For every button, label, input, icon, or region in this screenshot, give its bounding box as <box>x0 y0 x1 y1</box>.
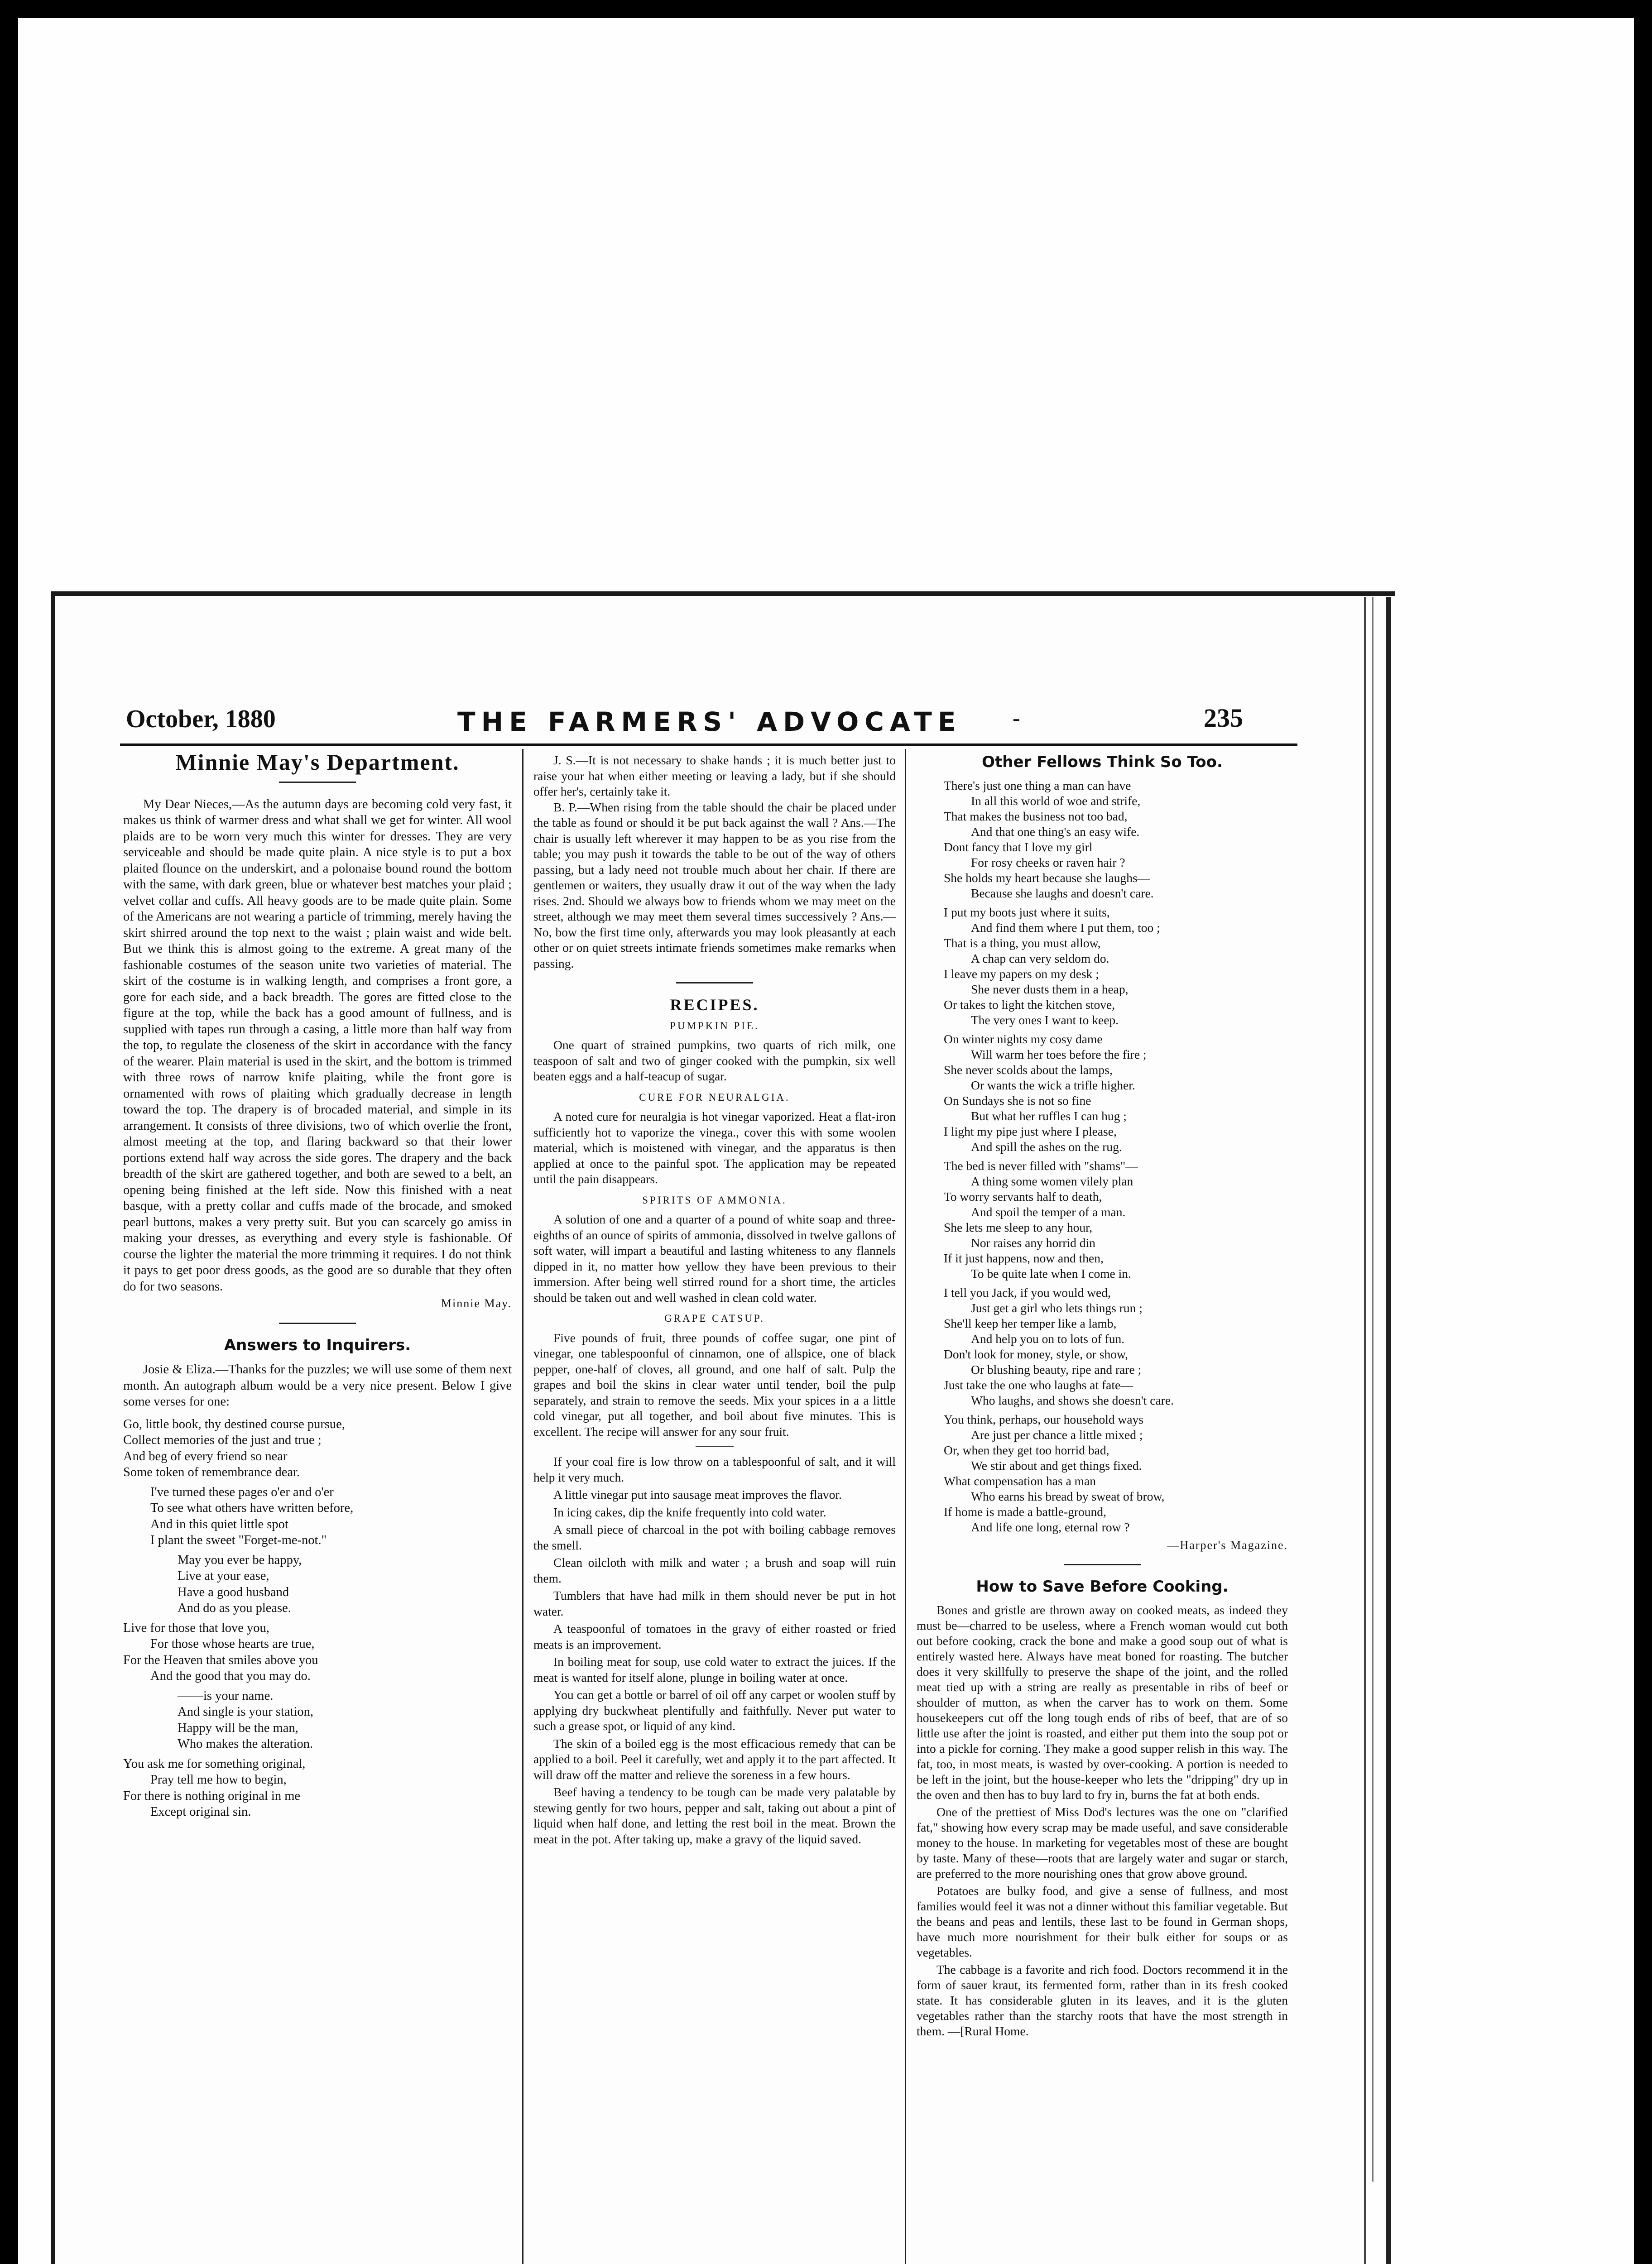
poem-line: What compensation has a man <box>944 1474 1096 1488</box>
poem-line: And spoil the temper of a man. <box>971 1205 1126 1219</box>
verse-line: Collect memories of the just and true ; <box>123 1433 322 1447</box>
poem-title: Other Fellows Think So Too. <box>982 753 1223 771</box>
poem-line: If home is made a battle-ground, <box>944 1505 1106 1519</box>
page-frame-left <box>51 591 55 2264</box>
poem-line: The very ones I want to keep. <box>971 1013 1119 1027</box>
poem-line: Or, when they get too horrid bad, <box>944 1443 1109 1457</box>
department-title: Minnie May's Department. <box>175 749 460 775</box>
poem-line: And help you on to lots of fun. <box>971 1332 1125 1346</box>
tip-paragraph: A little vinegar put into sausage meat improves the flavor. <box>553 1487 842 1501</box>
poem-line: To worry servants half to death, <box>944 1190 1102 1204</box>
poem-line: Just take the one who laughs at fate— <box>944 1378 1133 1392</box>
poem-line: Will warm her toes before the fire ; <box>971 1047 1147 1061</box>
article-paragraph: One of the prettiest of Miss Dod's lectures was the one on "clarified fat," showing how every scrap may be made useful, and save considerable money to the house. In marketing for vegetables most of these are bought by taste. Many of these—roots that are largely water and sugar or starch, are preferred to the more nourishing ones that grow above ground. <box>917 1805 1288 1880</box>
verse-line: You ask me for something original, <box>123 1756 306 1771</box>
poem-line: I light my pipe just where I please, <box>944 1124 1117 1138</box>
poem-line: Dont fancy that I love my girl <box>944 840 1093 854</box>
poem-line: Are just per chance a little mixed ; <box>971 1428 1143 1442</box>
recipe-title: PUMPKIN PIE. <box>670 1020 759 1031</box>
poem-line: She holds my heart because she laughs— <box>944 871 1150 885</box>
poem-line: She'll keep her temper like a lamb, <box>944 1316 1117 1330</box>
verse-line: Except original sin. <box>150 1805 251 1819</box>
verse-line: Who makes the alteration. <box>178 1737 313 1751</box>
poem-line: She lets me sleep to any hour, <box>944 1220 1093 1234</box>
page-frame-top <box>51 591 1395 596</box>
poem-line: That makes the business not too bad, <box>944 809 1128 823</box>
recipes-title: RECIPES. <box>670 996 759 1014</box>
poem-line: There's just one thing a man can have <box>944 778 1131 792</box>
header-rule <box>120 743 1297 746</box>
tip-paragraph: Clean oilcloth with milk and water ; a brush and soap will ruin them. <box>533 1555 896 1585</box>
letter-paragraph: My Dear Nieces,—As the autumn days are becoming cold very fast, it makes us think of warmer dress and what shall we get for winter. All wool plaids are to be worn very much this winter for dresses. They are very serviceable and should be made quite plain. A nice style is to put a box plaited flounce on the underskirt, and a polonaise bound round the bottom with the same, with dark green, blue or whatever best matches your plaid ; velvet collar and cuffs. All heavy goods are to be made quite plain. Some of the Americans are not wearing a particle of trimming, merely having the skirt shirred around the top next to the waist ; plain waist and wide belt. But we think this is almost going to the extreme. A great many of the fashionable costumes of the season unite two varieties of material. The skirt of the costume is in walking length, and comprises a front gore, a gore for each side, and a back breadth. The gores are fitted close to the figure at the top, while the back has a good amount of fullness, and is supplied with tapes run through a casing, a little more than half way from the top, to regulate the closeness of the skirt in accordance with the fancy of the wearer. Plain material is used in the skirt, and the bottom is trimmed with three rows of narrow knife plaiting, while the front gore is ornamented with rows of plaiting which gradually decrease in length toward the top. The drapery is of brocaded material, and simple in its arrangement. It consists of three divisions, two of which overlie the front, almost meeting at the top, and flaring backward so that their lower portions extend half way across the side gores. The drapery and the back breadth of the skirt are gathered together, and both are sewed to a belt, an opening being finished at the left side. Now this finished with a neat basque, with a pretty collar and cuffs made of the brocade, and smoked pearl buttons, makes a very pretty suit. But you can scarcely go amiss in making your dresses, as everything and every style is fashionable. Of course the lighter the material the more trimming it requires. I do not think it pays to get poor dress goods, as the good are so durable that they often do for two seasons. <box>123 797 512 1294</box>
article-paragraph: The cabbage is a favorite and rich food. Doctors recommend it in the form of sauer kraut, its fermented form, rather than in its fresh cooked state. It has considerable gluten in its leaves, and it is the gluten vegetables rather than the starchy roots that have the most strength in them. —[Rural Home. <box>917 1962 1288 2038</box>
poem-line: If it just happens, now and then, <box>944 1251 1104 1265</box>
recipe-text: A noted cure for neuralgia is hot vinegar vaporized. Heat a flat-iron sufficiently hot to vaporize the vinega., cover this with some woolen material, which is moistened with vinegar, and the apparatus is then applied at once to the painful spot. The application may be repeated until the pain disappears. <box>533 1109 896 1186</box>
poem-line: She never scolds about the lamps, <box>944 1063 1113 1077</box>
tip-paragraph: In boiling meat for soup, use cold water to extract the juices. If the meat is wanted for itself alone, plunge in boiling water at once. <box>533 1655 896 1684</box>
answer-paragraph: B. P.—When rising from the table should the chair be placed under the table as found or should it be put back against the wall ? Ans.—The chair is usually left wherever it may happen to be as you rise from the table; you may push it towards the table to be out of the way of others passing, but a lady need not trouble much about her chair. If there are gentlemen or waiters, they usually draw it out of the way when the lady rises. 2nd. Should we always bow to friends whom we may meet on the street, although we may meet them several times successively ? Ans.—No, bow the first time only, afterwards you may look pleasantly at each other or on quiet streets intimate friends sometimes make remarks when passing. <box>533 800 896 970</box>
tip-paragraph: Tumblers that have had milk in them should never be put in hot water. <box>533 1588 896 1618</box>
poem-line: Don't look for money, style, or show, <box>944 1347 1128 1361</box>
section-rule <box>279 1323 356 1324</box>
recipe-title: SPIRITS OF AMMONIA. <box>642 1194 787 1206</box>
poem-line: But what her ruffles I can hug ; <box>971 1109 1127 1123</box>
poem-line: On winter nights my cosy dame <box>944 1032 1103 1046</box>
poem-line: And life one long, eternal row ? <box>971 1520 1130 1534</box>
poem-line: Or takes to light the kitchen stove, <box>944 998 1115 1012</box>
poem-line: And find them where I put them, too ; <box>971 921 1160 935</box>
book-spine-edge <box>1386 597 1391 2264</box>
tip-paragraph: In icing cakes, dip the knife frequently into cold water. <box>553 1505 826 1519</box>
recipe-text: One quart of strained pumpkins, two quarts of rich milk, one teaspoon of salt and two of ginger cooked with the pumpkin, six well beaten eggs and a half-teacup of sugar. <box>533 1038 896 1083</box>
section-rule <box>1064 1564 1141 1565</box>
signature: Minnie May. <box>441 1297 512 1310</box>
answers-title: Answers to Inquirers. <box>224 1336 411 1354</box>
verse-line: For those whose hearts are true, <box>150 1637 315 1651</box>
article-paragraph: Bones and gristle are thrown away on cooked meats, as indeed they must be—charred to be useless, where a French woman would cut both out before cooking, crack the bone and make a good soup out of what is entirely wasted here. Always have meat boned for roasting. The butcher does it very skillfully to preserve the shape of the joint, and the rolled meat tied up with a string are really as presentable in ribs of beef or shoulder of mutton, as when the carver has to work on them. Some housekeepers cut off the long tough ends of ribs of beef, that are of so little use after the joint is roasted, and either put them into the soup pot or into a pickle for corning. They make a good supper relish in this way. The fat, too, in most meats, is wasted by over-cooking. A portion is needed to be left in the joint, but the house-keeper who lets the "dripping" dry up in the oven and then has to buy lard to fry in, burns the fat at both ends. <box>917 1603 1288 1802</box>
verse-line: For there is nothing original in me <box>123 1789 301 1803</box>
tip-paragraph: A small piece of charcoal in the pot with boiling cabbage removes the smell. <box>533 1522 896 1552</box>
issue-date: October, 1880 <box>126 705 276 733</box>
page-frame-right <box>1364 597 1366 2264</box>
article-paragraph: Potatoes are bulky food, and give a sense of fullness, and most families would feel it was not a dinner without this familiar vegetable. But the beans and peas and lentils, these last to be found in German shops, have much more nourishment for their bulk either for soups or as vegetables. <box>917 1884 1288 1959</box>
verse-line: For the Heaven that smiles above you <box>123 1653 318 1667</box>
poem-line: Or wants the wick a trifle higher. <box>971 1078 1135 1092</box>
masthead-title: THE FARMERS' ADVOCATE <box>457 706 962 737</box>
poem-line: The bed is never filled with "shams"— <box>944 1159 1138 1173</box>
poem-line: I tell you Jack, if you would wed, <box>944 1285 1111 1300</box>
verse-line: And beg of every friend so near <box>123 1449 288 1463</box>
poem-line: I leave my papers on my desk ; <box>944 967 1099 981</box>
section-rule <box>279 782 356 783</box>
verse-line: I plant the sweet "Forget-me-not." <box>150 1533 327 1547</box>
autograph-verses <box>123 1416 512 1820</box>
answer-paragraph: J. S.—It is not necessary to shake hands ; it is much better just to raise your hat when either meeting or leaving a lady, but if she should offer her's, certainly take it. <box>533 753 896 798</box>
tip-paragraph: If your coal fire is low throw on a tablespoonful of salt, and it will help it very much. <box>533 1454 896 1484</box>
poem-line: Who earns his bread by sweat of brow, <box>971 1489 1165 1503</box>
poem-line: And that one thing's an easy wife. <box>971 825 1140 839</box>
masthead-separator: - <box>1013 705 1020 730</box>
answers-intro: Josie & Eliza.—Thanks for the puzzles; we will use some of them next month. An autograph album would be a very nice present. Below I give some verses for one: <box>123 1362 512 1409</box>
verse-line: Pray tell me how to begin, <box>150 1773 287 1787</box>
verse-line: Some token of remembrance dear. <box>123 1465 300 1479</box>
poem-line: On Sundays she is not so fine <box>944 1094 1091 1108</box>
verse-line: And in this quiet little spot <box>150 1517 288 1531</box>
column-2 <box>533 753 896 1847</box>
verse-line: May you ever be happy, <box>178 1553 302 1567</box>
column-rule-1 <box>522 749 523 2264</box>
recipe-text: Five pounds of fruit, three pounds of coffee sugar, one pint of vinegar, one tablespoonful of cinnamon, one of allspice, one of black pepper, one-half of cloves, all ground, and one half of salt. Pulp the grapes and boil the skins in clear water until tender, boil the pulp separately, and strain to remove the seeds. Mix your spices in a a little cold vinegar, put all together, and boil about five minutes. This is excellent. The recipe will answer for any sour fruit. <box>533 1330 896 1439</box>
section-rule <box>696 1446 734 1447</box>
verse-line: Live at your ease, <box>178 1569 269 1583</box>
recipe-title: CURE FOR NEURALGIA. <box>639 1091 790 1103</box>
verse-line: And do as you please. <box>178 1601 291 1615</box>
poem-line: In all this world of woe and strife, <box>971 794 1141 808</box>
poem-credit: —Harper's Magazine. <box>1167 1539 1288 1552</box>
verse-line: And the good that you may do. <box>150 1669 311 1683</box>
verse-line: Happy will be the man, <box>178 1721 298 1735</box>
verse-line: ——is your name. <box>178 1688 274 1703</box>
poem-line: Just get a girl who lets things run ; <box>971 1301 1143 1315</box>
poem-line: A chap can very seldom do. <box>971 951 1109 965</box>
poem-line: And spill the ashes on the rug. <box>971 1140 1122 1154</box>
recipe-title: GRAPE CATSUP. <box>664 1313 765 1324</box>
tip-paragraph: You can get a bottle or barrel of oil off any carpet or woolen stuff by applying dry buckwheat plentifully and faithfully. Never put water to such a grease spot, or liquid of any kind. <box>533 1688 896 1733</box>
column-1 <box>123 749 512 1820</box>
verse-line: I've turned these pages o'er and o'er <box>150 1485 334 1499</box>
column-3 <box>917 753 1288 2039</box>
poem-line: We stir about and get things fixed. <box>971 1458 1142 1473</box>
poem-line: That is a thing, you must allow, <box>944 936 1101 950</box>
tip-paragraph: Beef having a tendency to be tough can be made very palatable by stewing gently for two hours, pepper and salt, taking out about a pint of liquid when half done, and letting the rest boil in the meat. Brown the meat in the pot. After taking up, make a gravy of the liquid saved. <box>533 1785 896 1846</box>
verse-line: To see what others have written before, <box>150 1501 354 1515</box>
poem-line: She never dusts them in a heap, <box>971 982 1129 996</box>
article-body <box>917 1602 1288 2039</box>
page-number: 235 <box>1204 703 1243 733</box>
household-tips <box>533 1454 896 1847</box>
section-rule <box>676 982 753 983</box>
poem-line: Because she laughs and doesn't care. <box>971 886 1154 900</box>
verse-line: Have a good husband <box>178 1585 289 1599</box>
tip-paragraph: The skin of a boiled egg is the most efficacious remedy that can be applied to a boil. Peel it carefully, wet and apply it to the part affected. It will draw off the matter and relieve the soreness in a few hours. <box>533 1736 896 1782</box>
poem-line: I put my boots just where it suits, <box>944 905 1110 919</box>
poem-body <box>917 778 1288 1535</box>
tip-paragraph: A teaspoonful of tomatoes in the gravy of either roasted or fried meats is an improvement. <box>533 1621 896 1651</box>
page-stack-edge <box>1372 597 1373 2182</box>
poem-line: Nor raises any horrid din <box>971 1236 1095 1250</box>
recipe-text: A solution of one and a quarter of a pound of white soap and three-eighths of an ounce of spirits of ammonia, dissolved in twelve gallons of soft water, will impart a beautiful and lasting whiteness to any flannels dipped in it, no matter how yellow they have been previous to their immersion. After being well stirred round for a short time, the articles should be taken out and well washed in clean cold water. <box>533 1212 896 1305</box>
verse-line: Go, little book, thy destined course pursue, <box>123 1417 345 1431</box>
poem-line: To be quite late when I come in. <box>971 1266 1131 1281</box>
poem-line: A thing some women vilely plan <box>971 1174 1133 1188</box>
poem-line: For rosy cheeks or raven hair ? <box>971 855 1125 869</box>
verse-line: Live for those that love you, <box>123 1621 269 1635</box>
poem-line: Or blushing beauty, ripe and rare ; <box>971 1362 1142 1377</box>
poem-line: Who laughs, and shows she doesn't care. <box>971 1393 1174 1407</box>
poem-line: You think, perhaps, our household ways <box>944 1412 1144 1426</box>
article-title: How to Save Before Cooking. <box>976 1578 1229 1596</box>
column-rule-2 <box>905 749 906 2264</box>
verse-line: And single is your station, <box>178 1705 314 1719</box>
